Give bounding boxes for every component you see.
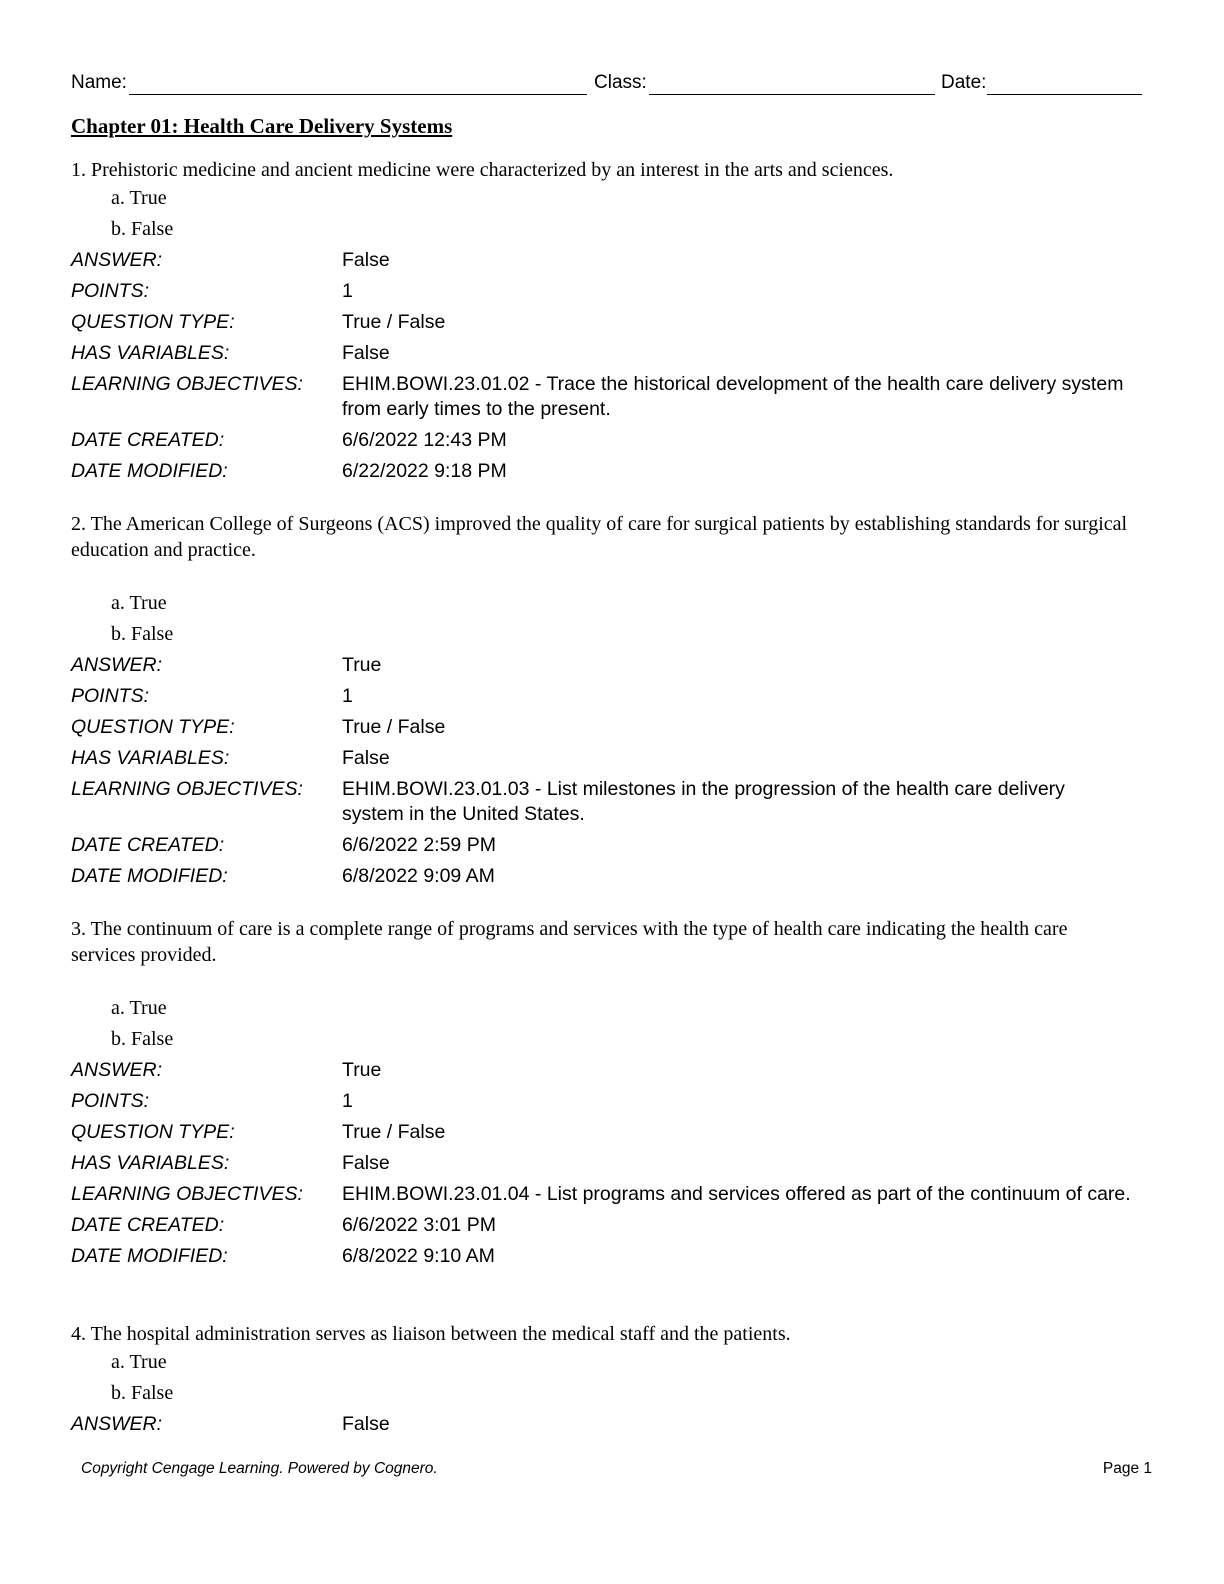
answer-row: [71, 1409, 1131, 1440]
learning-objectives-value: EHIM.BOWI.23.01.04 - List programs and services offered as part of the continuum of care.: [342, 1183, 1131, 1205]
learning-objectives-value: EHIM.BOWI.23.01.03 - List milestones in the progression of the health care delivery system in the United States.: [342, 778, 1065, 825]
learning-objectives-row: [71, 369, 1131, 425]
date-created-label: DATE CREATED:: [71, 1214, 225, 1236]
has-variables-label: HAS VARIABLES:: [71, 747, 230, 769]
date-modified-label: DATE MODIFIED:: [71, 460, 228, 482]
date-modified-value: 6/8/2022 9:09 AM: [342, 865, 495, 887]
question-type-value: True / False: [342, 311, 446, 333]
learning-objectives-value: EHIM.BOWI.23.01.02 - Trace the historical development of the health care delivery system from early times to the present.: [342, 373, 1124, 420]
question-type-row: [71, 1117, 1131, 1148]
choice-true: a. True: [111, 592, 167, 614]
date-label: Date:: [941, 72, 987, 93]
date-created-value: 6/6/2022 2:59 PM: [342, 834, 496, 856]
has-variables-value: False: [342, 747, 390, 769]
question-type-value: True / False: [342, 716, 446, 738]
answer-choices: [71, 588, 1131, 650]
answer-value: False: [342, 249, 390, 271]
chapter-title: Chapter 01: Health Care Delivery Systems: [71, 114, 453, 138]
question-2: [71, 511, 1131, 892]
points-value: 1: [342, 1090, 353, 1112]
question-type-row: [71, 307, 1131, 338]
has-variables-row: [71, 338, 1131, 369]
copyright-notice: Copyright Cengage Learning. Powered by Cognero.: [81, 1460, 438, 1477]
name-label: Name:: [71, 72, 127, 93]
question-3: [71, 916, 1131, 1272]
question-metadata: [71, 245, 1131, 487]
answer-row: [71, 650, 1131, 681]
answer-value: False: [342, 1413, 390, 1435]
date-created-row: [71, 425, 1131, 456]
points-row: [71, 1086, 1131, 1117]
answer-value: True: [342, 654, 382, 676]
choice-true: a. True: [111, 187, 167, 209]
choice-true: a. True: [111, 997, 167, 1019]
points-label: POINTS:: [71, 1090, 150, 1112]
learning-objectives-row: [71, 1179, 1131, 1210]
question-metadata: [71, 1055, 1131, 1272]
choice-false: b. False: [111, 623, 174, 645]
class-label: Class:: [594, 72, 647, 93]
answer-choices: [71, 183, 1131, 245]
question-metadata: [71, 650, 1131, 892]
points-value: 1: [342, 280, 353, 302]
date-modified-label: DATE MODIFIED:: [71, 1245, 228, 1267]
date-created-label: DATE CREATED:: [71, 429, 225, 451]
has-variables-row: [71, 743, 1131, 774]
date-modified-row: [71, 1241, 1131, 1272]
has-variables-row: [71, 1148, 1131, 1179]
choice-false: b. False: [111, 218, 174, 240]
choice-true: a. True: [111, 1351, 167, 1373]
learning-objectives-row: [71, 774, 1131, 830]
date-created-row: [71, 830, 1131, 861]
date-modified-value: 6/22/2022 9:18 PM: [342, 460, 507, 482]
learning-objectives-label: LEARNING OBJECTIVES:: [71, 778, 303, 800]
answer-label: ANSWER:: [71, 1059, 163, 1081]
page-footer: [81, 1460, 1152, 1480]
has-variables-label: HAS VARIABLES:: [71, 342, 230, 364]
has-variables-label: HAS VARIABLES:: [71, 1152, 230, 1174]
points-label: POINTS:: [71, 685, 150, 707]
question-type-label: QUESTION TYPE:: [71, 1121, 235, 1143]
learning-objectives-label: LEARNING OBJECTIVES:: [71, 1183, 303, 1205]
date-modified-row: [71, 861, 1131, 892]
date-modified-row: [71, 456, 1131, 487]
question-text: 2. The American College of Surgeons (ACS) improved the quality of care for surgical patients by establishing standards for surgical education and practice.: [71, 513, 1128, 561]
answer-row: [71, 1055, 1131, 1086]
answer-choices: [71, 1347, 1131, 1409]
question-metadata: [71, 1409, 1131, 1440]
question-text: 4. The hospital administration serves as liaison between the medical staff and the patients.: [71, 1323, 791, 1345]
learning-objectives-label: LEARNING OBJECTIVES:: [71, 373, 303, 395]
question-text: 3. The continuum of care is a complete range of programs and services with the type of health care indicating the health care services provided.: [71, 918, 1068, 966]
points-row: [71, 276, 1131, 307]
date-modified-label: DATE MODIFIED:: [71, 865, 228, 887]
student-info-header: [71, 70, 1142, 98]
question-1: [71, 157, 1131, 487]
choice-false: b. False: [111, 1382, 174, 1404]
question-type-label: QUESTION TYPE:: [71, 311, 235, 333]
points-value: 1: [342, 685, 353, 707]
date-modified-value: 6/8/2022 9:10 AM: [342, 1245, 495, 1267]
date-created-value: 6/6/2022 3:01 PM: [342, 1214, 496, 1236]
date-blank-line: [987, 94, 1142, 95]
date-created-label: DATE CREATED:: [71, 834, 225, 856]
answer-value: True: [342, 1059, 382, 1081]
answer-label: ANSWER:: [71, 1413, 163, 1435]
answer-choices: [71, 993, 1131, 1055]
answer-label: ANSWER:: [71, 249, 163, 271]
has-variables-value: False: [342, 1152, 390, 1174]
date-created-value: 6/6/2022 12:43 PM: [342, 429, 507, 451]
has-variables-value: False: [342, 342, 390, 364]
page-number: Page 1: [1102, 1460, 1152, 1477]
name-blank-line: [129, 94, 587, 95]
points-row: [71, 681, 1131, 712]
question-text: 1. Prehistoric medicine and ancient medicine were characterized by an interest in the arts and sciences.: [71, 159, 894, 181]
question-type-value: True / False: [342, 1121, 446, 1143]
answer-label: ANSWER:: [71, 654, 163, 676]
class-blank-line: [649, 94, 935, 95]
answer-row: [71, 245, 1131, 276]
choice-false: b. False: [111, 1028, 174, 1050]
question-type-row: [71, 712, 1131, 743]
question-4: [71, 1321, 1131, 1440]
question-type-label: QUESTION TYPE:: [71, 716, 235, 738]
date-created-row: [71, 1210, 1131, 1241]
points-label: POINTS:: [71, 280, 150, 302]
